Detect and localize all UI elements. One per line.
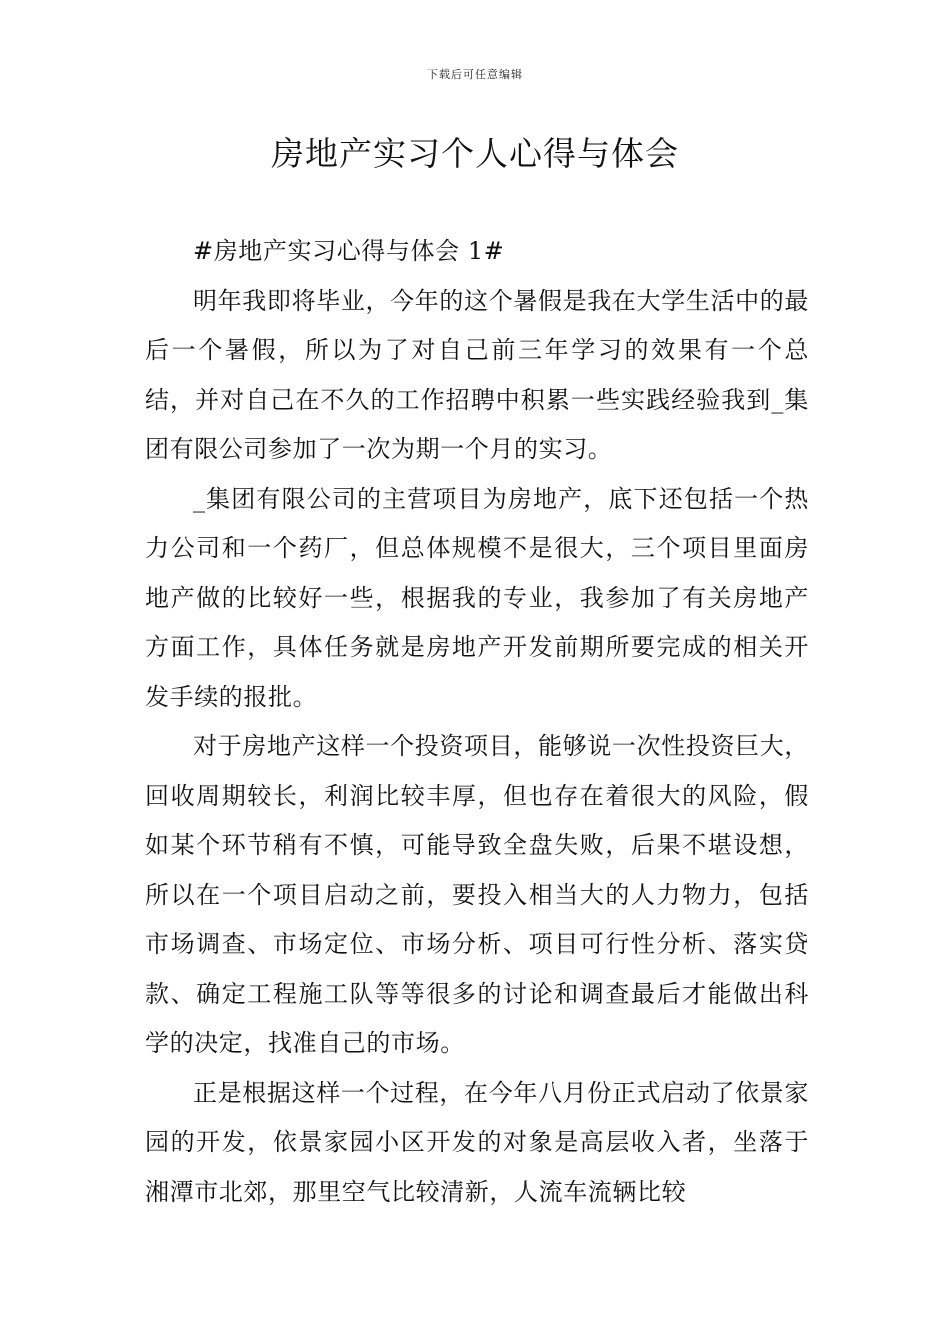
paragraph-2: _集团有限公司的主营项目为房地产，底下还包括一个热力公司和一个药厂，但总体规模不是很大，三个项目里面房地产做的比较好一些，根据我的专业，我参加了有关房地产方面工作，具体任务就是房地产开发前期所要完成的相关开发手续的报批。 bbox=[145, 484, 809, 711]
paragraph-3: 对于房地产这样一个投资项目，能够说一次性投资巨大，回收周期较长，利润比较丰厚，但也存在着很大的风险，假如某个环节稍有不慎，可能导致全盘失败，后果不堪设想，所以在一个项目启动之前，要投入相当大的人力物力，包括市场调查、市场定位、市场分析、项目可行性分析、落实贷款、确定工程施工队等等很多的讨论和调查最后才能做出科学的决定，找准自己的市场。 bbox=[145, 732, 809, 1057]
document-body bbox=[145, 227, 809, 1217]
section-heading: #房地产实习心得与体会 1# bbox=[193, 237, 505, 265]
document-title: 房地产实习个人心得与体会 bbox=[271, 134, 679, 173]
paragraph-4: 正是根据这样一个过程，在今年八月份正式启动了依景家园的开发，依景家园小区开发的对象是高层收入者，坐落于湘潭市北郊，那里空气比较清新，人流车流辆比较 bbox=[145, 1078, 809, 1206]
header-note: 下载后可任意编辑 bbox=[427, 68, 523, 81]
paragraph-1: 明年我即将毕业，今年的这个暑假是我在大学生活中的最后一个暑假，所以为了对自己前三年学习的效果有一个总结，并对自己在不久的工作招聘中积累一些实践经验我到_集团有限公司参加了一次为期一个月的实习。 bbox=[145, 286, 809, 463]
